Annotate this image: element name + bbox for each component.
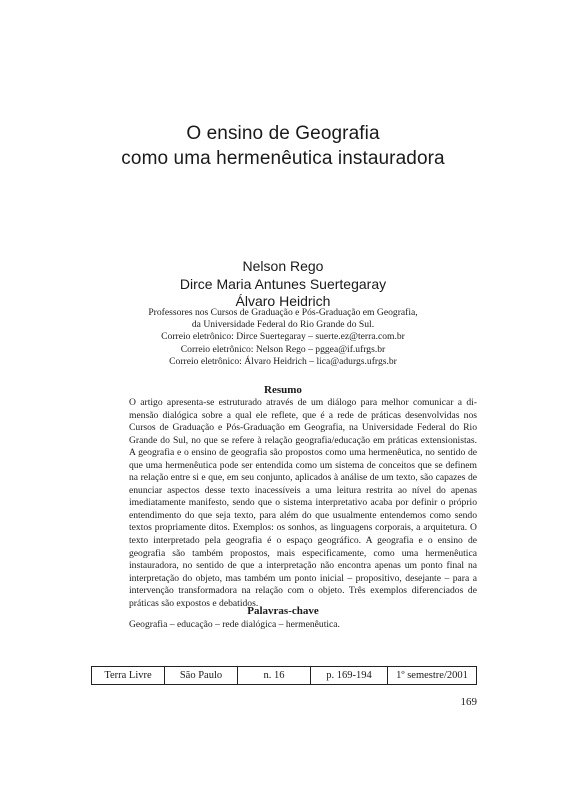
affiliation-block [0,307,566,368]
issue-number: n. 16 [238,667,311,685]
keywords-text: Geografia – educação – rede dialógica – hermenêutica. [129,619,340,630]
article-title [0,121,566,171]
author-name: Dirce Maria Antunes Suertegaray [179,275,387,292]
author-name: Nelson Rego [242,258,324,274]
abstract-body: O artigo apresenta-se estruturado através de um diálogo para melhor comunicar a dimensão dialógica sobre a qual ele reflete, que é a rede de práticas desenvolvidas nos Cursos de Graduação e Pós-Graduação em Geografia, na Universidade Federal do Rio Grande do Sul, no que se refere à relação geografia/educação em práticas extensionistas. A geografia e o ensino de geografia são propostos como uma hermenêutica, no sentido de que uma hermenêutica pode ser entendida como um sistema de conceitos que se definem na relação entre si e que, em seu conjunto, aplicados à análise de um texto, são capazes de enunciar aspectos desse texto inacessíveis a uma leitura restrita ao nível do apenas imediatamente manifesto, sendo que o sistema interpretativo acaba por definir o próprio entendimento do que seja texto, para além do que usualmente entendemos como sendo textos propriamente ditos. Exemplos: os sonhos, as linguagens corporais, a arquitetura. O texto interpretado pela geografia é o espaço geográfico. A geografia e o ensino de geografia são também propostos, mais especificamente, como uma hermenêutica instauradora, no sentido de que a interpretação não encontra apenas um ponto final na interpretação do objeto, mas também um ponto inicial – propositivo, desejante – para a intervenção transformadora na relação com o objeto. Três exemplos diferenciados de práticas são expostos e debatidos. [129,397,477,609]
author-name: Álvaro Heidrich [235,293,331,309]
affiliation-line: Professores nos Cursos de Graduação e Pós-Graduação em Geografia, [148,307,418,318]
abstract-heading: Resumo [264,384,302,396]
page-range: p. 169-194 [311,667,388,685]
email-line: Correio eletrônico: Nelson Rego – pggea@if.ufrgs.br [180,343,386,355]
publication-info-row [92,667,477,685]
affiliation-line: da Universidade Federal do Rio Grande do Sul. [191,319,375,331]
keywords-heading: Palavras-chave [247,605,319,617]
page-number: 169 [460,696,477,708]
author-list [0,258,566,311]
title-line-1: O ensino de Geografia [186,123,380,144]
issue-date: 1º semestre/2001 [388,667,477,685]
email-line: Correio eletrônico: Álvaro Heidrich – lica@adurgs.ufrgs.br [169,355,397,367]
journal-name: Terra Livre [92,667,165,685]
title-line-2: como uma hermenêutica instauradora [121,148,445,169]
email-line: Correio eletrônico: Dirce Suertegaray – suerte.ez@terra.com.br [161,331,405,343]
journal-city: São Paulo [165,667,238,685]
publication-info-table [91,666,477,685]
